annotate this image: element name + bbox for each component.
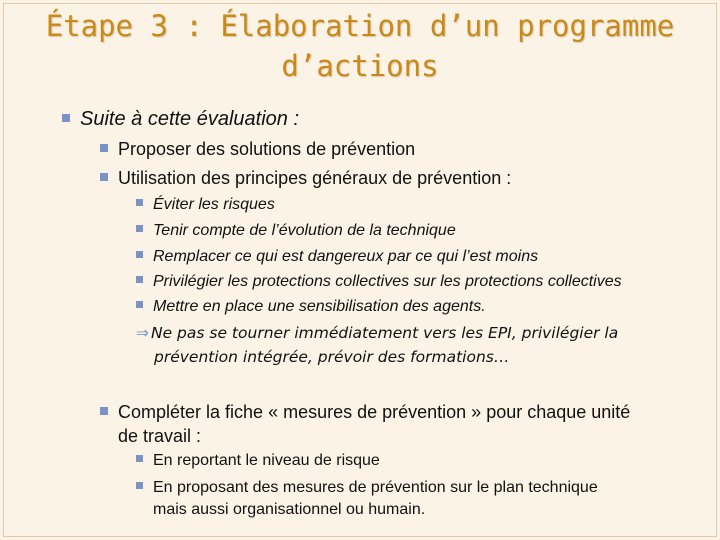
square-bullet-icon — [136, 199, 143, 206]
fiche-item — [136, 477, 598, 521]
fiche-line-2: de travail : — [118, 426, 202, 446]
conclusion-line-1: Ne pas se tourner immédiatement vers les EPI, privilégier la — [151, 324, 619, 342]
title-line-1: Étape 3 : Élaboration d’un programme — [45, 9, 675, 43]
principle-item — [136, 196, 275, 214]
fiche-item-text: En reportant le niveau de risque — [153, 452, 380, 469]
principle-text: Privilégier les protections collectives sur les protections collectives — [153, 273, 622, 290]
fiche-item — [136, 452, 380, 470]
principle-item — [136, 248, 538, 266]
level2-item-fiche — [100, 400, 630, 448]
square-bullet-icon — [62, 114, 70, 122]
level1-bullet — [62, 108, 299, 131]
square-bullet-icon — [136, 301, 143, 308]
level2-item-principes — [100, 168, 511, 189]
principle-item — [136, 273, 622, 291]
level2-text: Proposer des solutions de prévention — [118, 139, 416, 159]
level2-item-proposer — [100, 139, 415, 160]
principle-text: Éviter les risques — [153, 196, 275, 213]
fiche-item-text: En proposant des mesures de prévention sur le plan technique — [153, 479, 598, 496]
level1-text: Suite à cette évaluation : — [80, 108, 300, 130]
square-bullet-icon — [136, 225, 143, 232]
fiche-line-1: Compléter la fiche « mesures de prévention » pour chaque unité — [118, 402, 631, 422]
conclusion-note — [136, 321, 618, 369]
conclusion-line-2: prévention intégrée, prévoir des formations… — [154, 348, 510, 366]
implies-arrow-icon: ⇒ — [136, 324, 149, 342]
square-bullet-icon — [136, 276, 143, 283]
square-bullet-icon — [100, 173, 108, 181]
square-bullet-icon — [136, 251, 143, 258]
principle-text: Mettre en place une sensibilisation des agents. — [153, 298, 486, 315]
square-bullet-icon — [136, 455, 143, 462]
title-line-2: d’actions — [281, 49, 439, 83]
square-bullet-icon — [100, 144, 108, 152]
principle-text: Tenir compte de l’évolution de la technique — [153, 222, 456, 239]
level2-text: Utilisation des principes généraux de prévention : — [118, 168, 512, 188]
principle-item — [136, 298, 486, 316]
square-bullet-icon — [100, 407, 108, 415]
square-bullet-icon — [136, 482, 143, 489]
slide-title — [0, 6, 720, 86]
principle-item — [136, 222, 456, 240]
principle-text: Remplacer ce qui est dangereux par ce qui l’est moins — [153, 248, 539, 265]
fiche-item-text-2: mais aussi organisationnel ou humain. — [153, 501, 426, 518]
